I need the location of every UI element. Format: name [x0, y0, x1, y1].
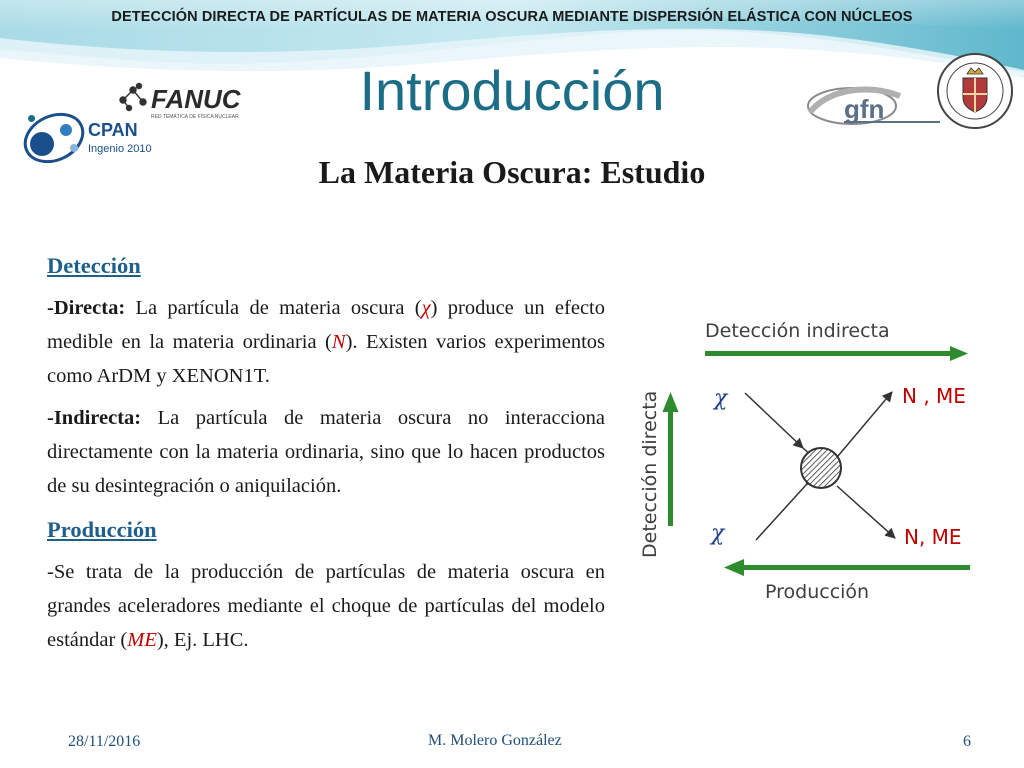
direct-detection-arrow-shaft [668, 410, 673, 526]
chi-incoming-top-line [745, 393, 803, 448]
svg-text:CPAN: CPAN [88, 120, 138, 140]
direct-detection-arrow-head [663, 392, 679, 412]
indirect-detection-arrow-head [950, 346, 968, 361]
direct-detection-label: Detección directa [639, 390, 661, 558]
me-symbol: ME [127, 629, 157, 651]
svg-text:RED TEMÁTICA DE FÍSICA NUCLEAR: RED TEMÁTICA DE FÍSICA NUCLEAR [151, 114, 239, 120]
production-arrow-head [724, 559, 744, 576]
production-label: Producción [765, 581, 870, 603]
indirect-detection-label: Detección indirecta [705, 320, 890, 342]
svg-text:FANUC: FANUC [151, 84, 241, 114]
slide-subtitle: La Materia Oscura: Estudio [318, 154, 706, 190]
section-heading-produccion: Producción [47, 517, 157, 542]
production-arrow-shaft [742, 565, 970, 570]
nme-outgoing-bottom-line [837, 486, 895, 538]
body-text [47, 249, 605, 657]
footer-author: M. Molero González [428, 732, 562, 749]
chi-incoming-bottom-line [756, 485, 806, 540]
paragraph-indirecta: -Indirecta: La partícula de materia oscura no interacciona directamente con la materia ordinaria, sino que lo hacen productos de su desintegración o aniquilación. [47, 407, 605, 497]
slide-title: Introducción [359, 59, 665, 122]
footer-date: 28/11/2016 [68, 733, 141, 750]
nme-bottom-label: N, ME [904, 525, 962, 549]
paragraph-directa: -Directa: La partícula de materia oscura (χ) produce un efecto medible en la materia ordinaria (N). Existen varios experimentos como ArDM y XENON1T. [47, 297, 606, 387]
svg-text:Ingenio 2010: Ingenio 2010 [88, 143, 152, 155]
section-heading-deteccion: Detección [47, 253, 141, 278]
indirect-detection-arrow-shaft [705, 351, 950, 356]
presentation-header: DETECCIÓN DIRECTA DE PARTÍCULAS DE MATERIA OSCURA MEDIANTE DISPERSIÓN ELÁSTICA CON NÚCLEOS [111, 9, 913, 25]
chi-symbol: χ [421, 297, 431, 319]
detection-diagram [620, 300, 980, 620]
footer-page-number: 6 [963, 733, 971, 750]
paragraph-produccion: -Se trata de la producción de partículas de materia oscura en grandes aceleradores mediante el choque de partículas del modelo estándar (ME), Ej. LHC. [47, 561, 605, 651]
title-bullet: • [27, 103, 37, 133]
interaction-vertex [801, 448, 841, 488]
term-directa: -Directa: [47, 297, 126, 319]
nme-outgoing-top-line [838, 392, 892, 456]
chi-top-label: χ [714, 386, 728, 411]
n-symbol: N [331, 331, 346, 353]
term-indirecta: -Indirecta: [47, 407, 142, 429]
chi-bottom-label: χ [711, 521, 725, 546]
svg-text:gfn: gfn [844, 94, 885, 124]
nme-top-label: N , ME [902, 384, 966, 408]
